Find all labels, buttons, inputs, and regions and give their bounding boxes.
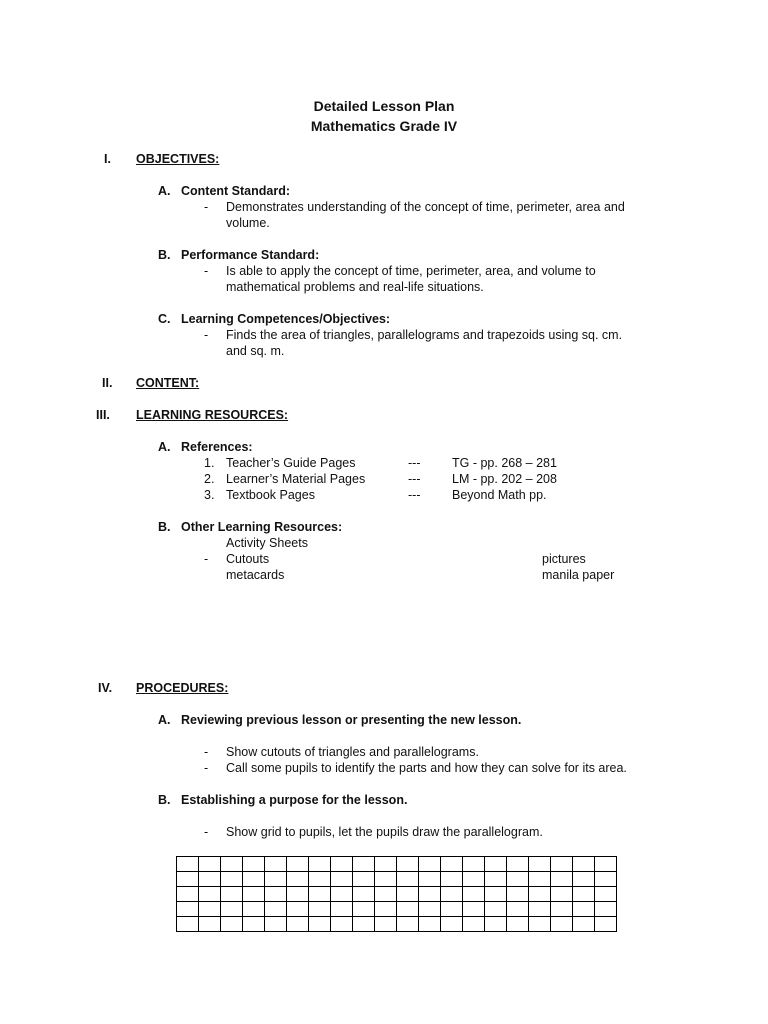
reference-name: Learner’s Material Pages <box>226 472 366 486</box>
content-standard-line-1: Demonstrates understanding of the concept of time, perimeter, area and <box>226 200 625 214</box>
grid-cell <box>507 887 529 902</box>
grid-cell <box>331 872 353 887</box>
grid-cell <box>353 872 375 887</box>
references-heading: References: <box>181 440 253 454</box>
section-2-heading: CONTENT: <box>136 376 200 390</box>
grid-cell <box>265 857 287 872</box>
procedure-a-dash-2: - <box>204 761 209 775</box>
grid-cell <box>243 857 265 872</box>
grid-cell <box>309 857 331 872</box>
reference-number: 2. <box>204 472 215 486</box>
grid-cell <box>309 872 331 887</box>
grid-cell <box>397 857 419 872</box>
grid-cell <box>353 887 375 902</box>
resources-a-label: A. <box>158 440 171 454</box>
reference-number: 1. <box>204 456 215 470</box>
grid-cell <box>463 902 485 917</box>
reference-name: Textbook Pages <box>226 488 315 502</box>
grid-cell <box>573 887 595 902</box>
grid-cell <box>199 872 221 887</box>
grid-cell <box>309 887 331 902</box>
grid-cell <box>265 887 287 902</box>
grid-cell <box>375 902 397 917</box>
grid-cell <box>595 887 617 902</box>
procedure-a-dash-1: - <box>204 745 209 759</box>
grid-row <box>177 917 617 932</box>
performance-standard-heading: Performance Standard: <box>181 248 320 262</box>
grid-cell <box>221 902 243 917</box>
learning-competences-line-1: Finds the area of triangles, parallelograms and trapezoids using sq. cm. <box>226 328 623 342</box>
grid-cell <box>177 917 199 932</box>
grid-cell <box>265 902 287 917</box>
reference-separator: --- <box>408 472 421 486</box>
grid-cell <box>485 902 507 917</box>
grid-cell <box>463 872 485 887</box>
grid-cell <box>463 857 485 872</box>
grid-cell <box>551 887 573 902</box>
learning-competences-heading: Learning Competences/Objectives: <box>181 312 391 326</box>
other-resources-heading: Other Learning Resources: <box>181 520 343 534</box>
reference-pages: LM - pp. 202 – 208 <box>452 472 557 486</box>
grid-cell <box>507 857 529 872</box>
grid-cell <box>441 917 463 932</box>
grid-row <box>177 857 617 872</box>
content-standard-line-2: volume. <box>226 216 270 230</box>
grid-cell <box>441 887 463 902</box>
grid-cell <box>507 872 529 887</box>
grid-cell <box>573 902 595 917</box>
section-4-heading: PROCEDURES: <box>136 681 229 695</box>
resource-cutouts: Cutouts <box>226 552 270 566</box>
grid-cell <box>221 917 243 932</box>
procedure-a-bullet-2: Call some pupils to identify the parts and how they can solve for its area. <box>226 761 627 775</box>
procedure-b-label: B. <box>158 793 171 807</box>
grid-cell <box>375 857 397 872</box>
resource-dash: - <box>204 552 209 566</box>
grid-cell <box>573 857 595 872</box>
reference-separator: --- <box>408 456 421 470</box>
performance-standard-line-2: mathematical problems and real-life situations. <box>226 280 484 294</box>
grid-cell <box>287 857 309 872</box>
grid-cell <box>199 887 221 902</box>
grid-cell <box>529 857 551 872</box>
reference-number: 3. <box>204 488 215 502</box>
section-2-number: II. <box>102 376 113 390</box>
grid-cell <box>221 857 243 872</box>
grid-cell <box>419 857 441 872</box>
procedure-b-heading: Establishing a purpose for the lesson. <box>181 793 408 807</box>
section-3-number: III. <box>96 408 110 422</box>
grid-cell <box>375 917 397 932</box>
objective-b-label: B. <box>158 248 171 262</box>
grid-row <box>177 902 617 917</box>
grid-cell <box>221 887 243 902</box>
grid-cell <box>243 902 265 917</box>
objective-a-label: A. <box>158 184 171 198</box>
grid-cell <box>309 917 331 932</box>
procedure-a-label: A. <box>158 713 171 727</box>
grid-cell <box>177 857 199 872</box>
resources-b-label: B. <box>158 520 171 534</box>
grid-cell <box>243 917 265 932</box>
grid-cell <box>595 872 617 887</box>
resource-activity-sheets: Activity Sheets <box>226 536 308 550</box>
performance-standard-dash: - <box>204 264 209 278</box>
grid-cell <box>199 902 221 917</box>
grid-cell <box>353 917 375 932</box>
grid-cell <box>353 857 375 872</box>
grid-cell <box>287 887 309 902</box>
procedure-a-bullet-1: Show cutouts of triangles and parallelograms. <box>226 745 479 759</box>
grid-cell <box>331 887 353 902</box>
reference-separator: --- <box>408 488 421 502</box>
procedure-b-dash-1: - <box>204 825 209 839</box>
grid-cell <box>485 872 507 887</box>
reference-name: Teacher’s Guide Pages <box>226 456 356 470</box>
grid-cell <box>529 887 551 902</box>
grid-cell <box>309 902 331 917</box>
grid-cell <box>331 902 353 917</box>
grid-cell <box>177 872 199 887</box>
grid-cell <box>595 857 617 872</box>
grid-row <box>177 872 617 887</box>
section-4-number: IV. <box>98 681 113 695</box>
content-standard-dash: - <box>204 200 209 214</box>
grid-cell <box>441 902 463 917</box>
grid-cell <box>485 887 507 902</box>
resource-metacards: metacards <box>226 568 285 582</box>
grid-cell <box>419 917 441 932</box>
grid-cell <box>287 902 309 917</box>
grid-cell <box>463 887 485 902</box>
reference-pages: Beyond Math pp. <box>452 488 547 502</box>
performance-standard-line-1: Is able to apply the concept of time, perimeter, area, and volume to <box>226 264 596 278</box>
resource-manila-paper: manila paper <box>542 568 615 582</box>
section-1-number: I. <box>104 152 111 166</box>
grid-cell <box>419 902 441 917</box>
grid-cell <box>529 917 551 932</box>
grid-cell <box>573 872 595 887</box>
grid-cell <box>199 917 221 932</box>
grid-cell <box>507 902 529 917</box>
grid-cell <box>507 917 529 932</box>
procedure-b-bullet-1: Show grid to pupils, let the pupils draw the parallelogram. <box>226 825 543 839</box>
content-standard-heading: Content Standard: <box>181 184 291 198</box>
grid-cell <box>331 857 353 872</box>
grid-cell <box>243 887 265 902</box>
grid-cell <box>287 872 309 887</box>
grid-cell <box>199 857 221 872</box>
learning-competences-dash: - <box>204 328 209 342</box>
grid-cell <box>551 902 573 917</box>
grid-cell <box>551 872 573 887</box>
grid-cell <box>177 887 199 902</box>
grid-row <box>177 887 617 902</box>
procedure-a-heading: Reviewing previous lesson or presenting the new lesson. <box>181 713 522 727</box>
grid-cell <box>353 902 375 917</box>
grid-cell <box>419 872 441 887</box>
grid-cell <box>265 872 287 887</box>
grid-cell <box>485 917 507 932</box>
grid-cell <box>397 917 419 932</box>
grid-cell <box>375 872 397 887</box>
grid-cell <box>265 917 287 932</box>
resource-pictures: pictures <box>542 552 586 566</box>
grid-cell <box>397 872 419 887</box>
grid-cell <box>243 872 265 887</box>
grid-cell <box>595 902 617 917</box>
grid-cell <box>441 857 463 872</box>
grid-cell <box>573 917 595 932</box>
grid-cell <box>397 902 419 917</box>
drawing-grid <box>176 856 617 932</box>
grid-cell <box>529 902 551 917</box>
objective-c-label: C. <box>158 312 171 326</box>
grid-cell <box>221 872 243 887</box>
grid-cell <box>463 917 485 932</box>
grid-cell <box>177 902 199 917</box>
grid-cell <box>551 857 573 872</box>
grid-cell <box>375 887 397 902</box>
document-title: Detailed Lesson Plan <box>313 98 455 114</box>
learning-competences-line-2: and sq. m. <box>226 344 285 358</box>
grid-cell <box>441 872 463 887</box>
grid-cell <box>397 887 419 902</box>
reference-pages: TG - pp. 268 – 281 <box>452 456 557 470</box>
section-1-heading: OBJECTIVES: <box>136 152 220 166</box>
grid-cell <box>551 917 573 932</box>
document-subtitle: Mathematics Grade IV <box>310 118 458 134</box>
section-3-heading: LEARNING RESOURCES: <box>136 408 289 422</box>
grid-cell <box>331 917 353 932</box>
grid-cell <box>595 917 617 932</box>
grid-cell <box>419 887 441 902</box>
grid-cell <box>485 857 507 872</box>
grid-cell <box>529 872 551 887</box>
grid-cell <box>287 917 309 932</box>
